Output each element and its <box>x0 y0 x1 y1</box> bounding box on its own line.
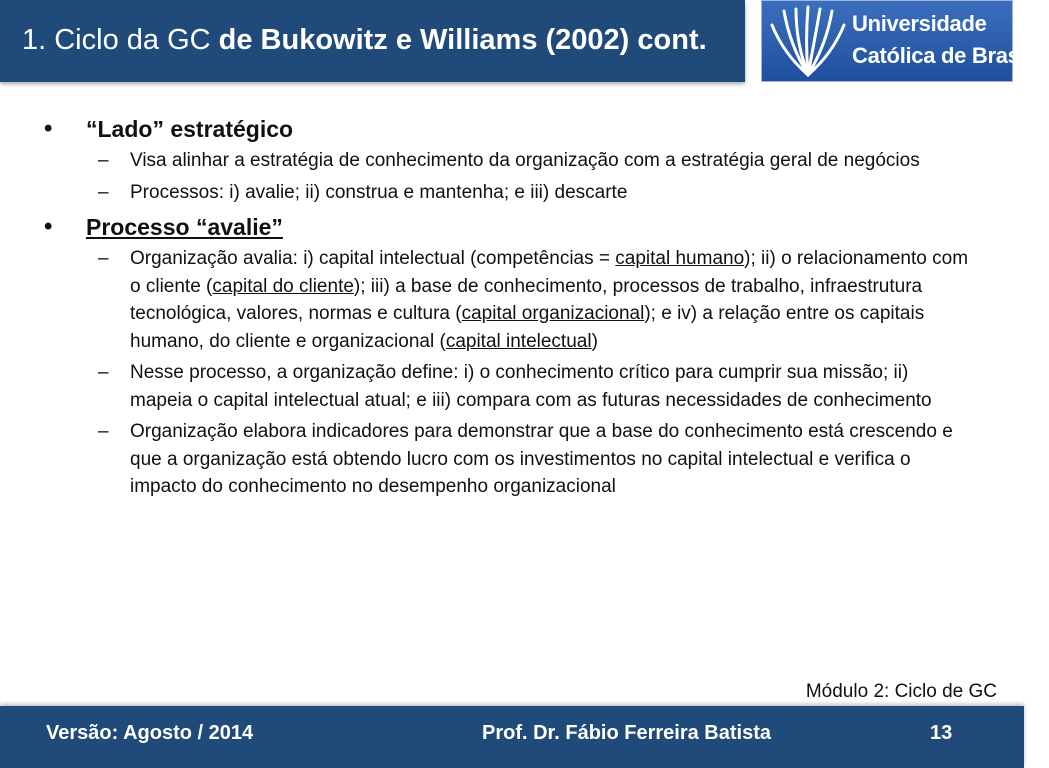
underlined-term: capital intelectual <box>445 330 592 352</box>
sub-bullet-text <box>130 248 968 352</box>
underlined-term: capital humano <box>615 248 745 269</box>
sub-bullet-text: Organização elabora indicadores para demonstrar que a base do conhecimento está crescendo e que a organização está obtendo lucro com os investimentos no capital intelectual e verifica o impacto do conhecimento no desempenho organizacional <box>130 421 953 497</box>
bullet-heading: “Lado” estratégico <box>86 116 294 142</box>
bullet-lado-estrategico <box>40 116 970 143</box>
sub-bullet <box>40 179 970 207</box>
dash-icon: – <box>98 248 109 269</box>
dash-icon: – <box>98 181 109 203</box>
bullet-processo-avalie <box>40 214 970 241</box>
text-segment: ); e iv) a relação entre os capitais humano, do cliente e organizacional ( <box>130 303 925 352</box>
dash-icon: – <box>98 421 109 442</box>
footer-author: Prof. Dr. Fábio Ferreira Batista <box>482 722 771 744</box>
bullet-icon: • <box>44 213 53 240</box>
bullet-heading: Processo “avalie” <box>86 214 283 240</box>
dash-icon: – <box>98 362 109 383</box>
underlined-term: capital organizacional <box>461 303 645 324</box>
title-bold: de Bukowitz e Williams (2002) cont. <box>218 24 707 56</box>
sub-bullet-text: Visa alinhar a estratégia de conhecimento da organização com a estratégia geral de negócios <box>130 150 920 171</box>
text-segment: ); ii) o relacionamento com o cliente ( <box>130 248 969 297</box>
text-segment: Organização avalia: i) capital intelectual (competências = <box>130 248 616 269</box>
module-label: Módulo 2: Ciclo de GC <box>805 681 997 702</box>
sub-bullet-text: Processos: i) avalie; ii) construa e mantenha; e iii) descarte <box>130 181 628 203</box>
page-number: 13 <box>930 722 953 744</box>
slide-content <box>40 116 970 501</box>
underlined-term: capital do cliente <box>212 275 354 297</box>
title-prefix: 1. Ciclo da GC <box>22 24 219 56</box>
logo-line-2: Católica de Brasília <box>852 43 1049 68</box>
text-segment: ); iii) a base de conhecimento, processos de trabalho, infraestrutura tecnológica, valores, normas e cultura ( <box>130 275 923 324</box>
text-segment: ) <box>591 330 598 352</box>
title-bar <box>0 0 745 82</box>
sub-bullet <box>40 418 970 501</box>
bullet-icon: • <box>44 115 53 142</box>
logo-line-1: Universidade <box>852 11 987 36</box>
footer-bar <box>0 706 1024 768</box>
sub-bullet-text: Nesse processo, a organização define: i) o conhecimento crítico para cumprir sua missão; ii) mapeia o capital intelectual atual; e iii) compara com as futuras necessidades de conhecimento <box>130 362 932 411</box>
footer-version: Versão: Agosto / 2014 <box>46 722 254 744</box>
sub-bullet <box>40 359 970 414</box>
university-logo <box>761 0 1049 82</box>
slide-title <box>22 24 707 57</box>
sub-bullet <box>40 147 970 175</box>
cathedral-logo-icon <box>766 5 850 77</box>
dash-icon: – <box>98 150 109 171</box>
sub-bullet <box>40 245 970 355</box>
